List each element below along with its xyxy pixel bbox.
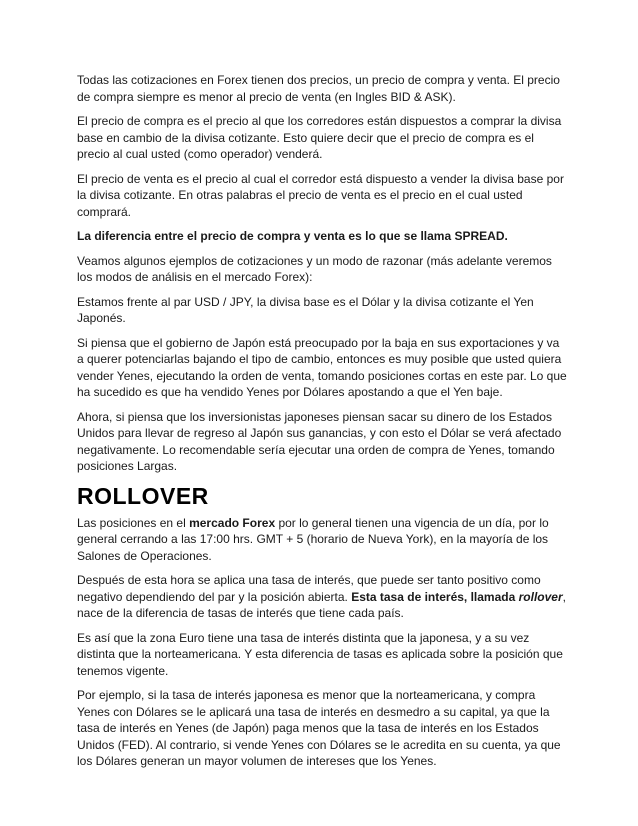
paragraph-examples-intro: Veamos algunos ejemplos de cotizaciones y un modo de razonar (más adelante veremos los modos de análisis en el mercado Forex): [77,253,552,284]
bold-text-rate: Esta tasa de interés, llamada [351,589,519,604]
paragraph-buy-yen: Ahora, si piensa que los inversionistas japoneses piensan sacar su dinero de los Estados Unidos para llevar de regreso al Japón sus ganancias, y con esto el Dólar se verá afectado negativamente. Lo recomendable sería ejecutar una orden de compra de Yenes, tomando posiciones Largas. [77,409,562,473]
paragraph-buy-price: El precio de compra es el precio al que los corredores están dispuestos a comprar la divisa base en cambio de la divisa cotizante. Esto quiere decir que el precio de compra es el precio al cual usted (como operador) venderá. [77,114,562,161]
paragraph-spread: La diferencia entre el precio de compra y venta es lo que se llama SPREAD. [77,229,508,243]
paragraph-sell-yen: Si piensa que el gobierno de Japón está preocupado por la baja en sus exportaciones y va a querer potenciarlas bajando el tipo de cambio, entonces es muy posible que usted quiera vender Yenes, ejecutando la orden de venta, tomando posiciones cortas en este par. Lo que ha sucedido es que ha vendido Yenes por Dólares apostando a que el Yen baje. [77,335,567,399]
paragraph-example-rates: Por ejemplo, si la tasa de interés japonesa es menor que la norteamericana, y compra Yenes con Dólares se le aplicará una tasa de interés en desmedro a su capital, ya que la tasa de interés en Yenes (de Japón) paga menos que la tasa de interés en los Estados Unidos (FED). Al contrario, si vende Yenes con Dólares se le acredita en su cuenta, ya que los Dólares generan un mayor volumen de intereses que los Yenes. [77,688,561,768]
paragraph-sell-price: El precio de venta es el precio al cual el corredor está dispuesto a vender la divisa base por la divisa cotizante. En otras palabras el precio de venta es el precio en el cual usted comprará. [77,171,564,219]
text-span: Después de esta hora se aplica una tasa de interés, que puede ser tanto positivo como negativo dependiendo del par y la posición abierta. [77,573,541,604]
text-span: por lo general tienen una vigencia de un día, por lo general cerrando a las 17:00 hrs. GMT + 5 (horario de Nueva York), en la mayoría de los Salones de Operaciones. [77,515,549,563]
paragraph-rollover-rate [77,572,568,622]
text-span: Las posiciones en el [77,515,190,530]
bold-text-mercado-forex: mercado Forex [189,515,276,530]
bold-italic-rollover: rollover [518,589,563,604]
section-heading-rollover: ROLLOVER [77,482,209,509]
paragraph-usd-jpy: Estamos frente al par USD / JPY, la divisa base es el Dólar y la divisa cotizante el Yen Japonés. [77,294,534,325]
paragraph-euro-zone: Es así que la zona Euro tiene una tasa de interés distinta que la japonesa, y a su vez distinta que la norteamericana. Y esta diferencia de tasas es aplicada sobre la posición que tenemos vigente. [77,630,563,678]
paragraph-bid-ask: Todas las cotizaciones en Forex tienen dos precios, un precio de compra y venta. El precio de compra siempre es menor al precio de venta (en Ingles BID & ASK). [77,73,560,104]
text-span: , nace de la diferencia de tasas de interés que tiene cada país. [77,589,566,620]
paragraph-rollover-validity [77,515,568,565]
